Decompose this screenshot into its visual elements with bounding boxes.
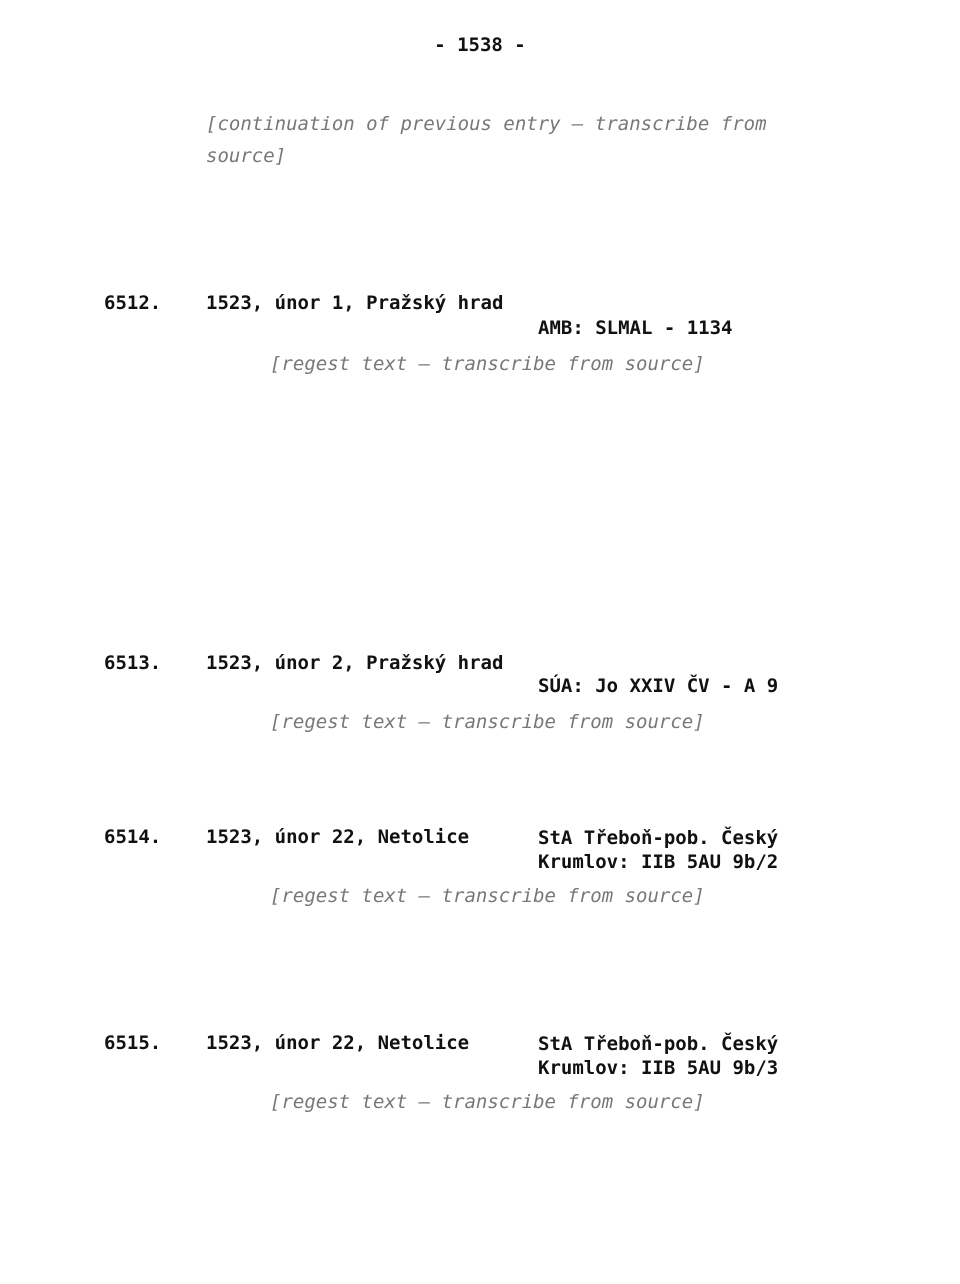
entry-date-place: 1523, únor 22, Netolice	[206, 1032, 470, 1054]
entry-number: 6515.	[104, 1032, 162, 1054]
entry-body: [regest text — transcribe from source]	[270, 1091, 705, 1113]
entry-body: [regest text — transcribe from source]	[270, 711, 705, 733]
entry-body: [regest text — transcribe from source]	[270, 885, 705, 907]
entry-date-place: 1523, únor 1, Pražský hrad	[206, 292, 504, 314]
entry-body: [regest text — transcribe from source]	[270, 353, 705, 375]
entry-number: 6513.	[104, 652, 162, 674]
entry-date-place: 1523, únor 2, Pražský hrad	[206, 652, 504, 674]
entry-signature: StA Třeboň-pob. Český Krumlov: IIB 5AU 9b/3	[538, 1033, 779, 1079]
entry-number: 6512.	[104, 292, 162, 314]
page-number: - 1538 -	[434, 34, 526, 56]
continuation-paragraph: [continuation of previous entry — transcribe from source]	[206, 113, 767, 167]
entry-date-place: 1523, únor 22, Netolice	[206, 826, 470, 848]
entry-signature: AMB: SLMAL - 1134	[538, 317, 733, 339]
entry-signature: SÚA: Jo XXIV ČV - A 9	[538, 675, 779, 697]
entry-number: 6514.	[104, 826, 162, 848]
entry-signature: StA Třeboň-pob. Český Krumlov: IIB 5AU 9b/2	[538, 827, 779, 873]
